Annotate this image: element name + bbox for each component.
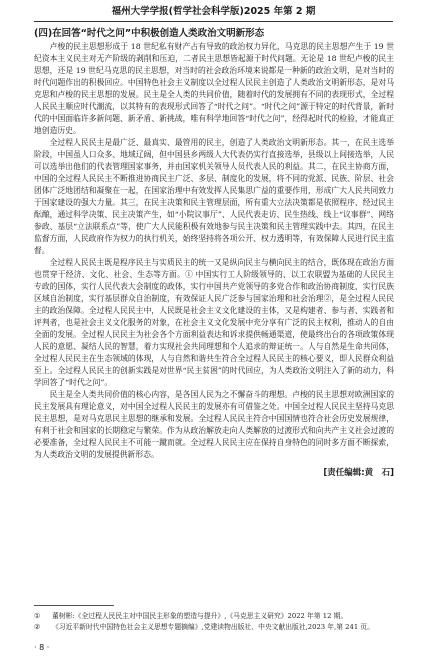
footnote-text: 《习近平新时代中国特色社会主义思想专题摘编》,党建读物出版社、中央文献出版社,2023 年,第 241 页。 [52, 623, 374, 631]
footnote-mark: ① [34, 612, 41, 620]
paragraph-2: 全过程人民民主是最广泛、最真实、最管用的民主，创造了人类政治文明新形态。其一，在民主选举阶段，中国虽人口众多、地域辽阔，但中国县乡两级人大代表仍实行直接选举，县级以上间接选举，人民可以选举出他们的代表管理国家事务，并由国家机关领导人员代表人民的利益。其二，在民主协商方面，中国的全过程人民民主不断推进协商民主广泛、多层、制度化的发展，将不同的党派、民族、阶层、社会团体广泛地团结和凝聚在一起，在国家治理中有效发挥人民集思广益的重要作用，形成广大人民共同致力于国家建设的强大力量。其三，在民主决策和民主管理层面，所有重大立法决策都是依照程序、经过民主酝酿，通过科学决策、民主决策产生，如“小院议事厅”、人民代表走访、民生热线、线上“议事群”、网络参政、基层“立法联系点”等，使广大人民能积极有效地参与民主决策和民主管理实践中去。其四，在民主监督方面，人民政府作为权力的执行机关，始终坚持将各项公开、权力透明等，有效保障人民进行民主监督。 [34, 138, 394, 255]
paragraph-4: 民主是全人类共同价值的核心内容，是各国人民为之不懈奋斗的理想。卢梭的民主思想对欧洲国家的民主发展具有理论意义，对中国全过程人民民主的发展亦有可借鉴之处。中国全过程人民民主坚持马克思民主思想，是对马克思民主思想的继承和发展。全过程人民民主符合中国国情也符合社会历史发展规律，有利于社会和国家的长期稳定与繁荣。作为从政治解放走向人类解放的过渡形式和向共产主义社会过渡的必要准备，全过程人民民主不可能一蹴而就。全过程人民民主应在保持自身特色的同时多方面不断探索，为人类政治文明的发展提供新形态。 [34, 390, 394, 459]
page-number: · 8 · [34, 643, 50, 652]
footnote-text: 董树彬:《全过程人民民主对中国民主形象的塑造与提升》,《马克思主义研究》2022 年第 12 期。 [52, 612, 348, 620]
header-divider [34, 21, 393, 22]
footnote-2 [34, 622, 394, 633]
footnotes [34, 611, 394, 633]
paragraph-1: 卢梭的民主思想形成于 18 世纪私有财产占有导致的政治权力异化，马克思的民主思想产生于 19 世纪资本主义民主对无产阶级的剥削和压迫，二者民主思想皆起源于时代问题。无论是 18 世纪卢梭的民主思想，还是 19 世纪马克思的民主思想，对当时的社会政治环境来说都是一种新的政治文明，是对当时的时代问题作出的积极回应。中国特色社会主义制度以全过程人民民主创造了人类政治文明新形态，是对马克思和卢梭的民主思想的发展。民主是全人类的共同价值，随着时代的发展拥有不同的表现形式，全过程人民民主顺应时代潮流，以其特有的表现形式回答了“时代之问”。“时代之问”源于特定的时代背景，新时代的中国面临许多新问题、新矛盾、新挑战，唯有科学地回答“时代之问”，经得起时代的检验，才能真正地创造历史。 [34, 42, 394, 135]
footnote-divider [34, 605, 114, 606]
responsible-editor: [责任编辑:黄 石] [323, 468, 394, 478]
article-body [34, 27, 394, 479]
section-heading: (四)在回答“时代之问”中积极创造人类政治文明新形态 [34, 28, 265, 39]
footnote-mark: ② [34, 623, 41, 631]
footnote-1 [34, 611, 394, 622]
paragraph-3: 全过程人民民主既是程序民主与实质民主的统一又是纵向民主与横向民主的结合，既体现在政治方面也贯穿于经济、文化、社会、生态等方面。① 中国实行工人阶级领导的、以工农联盟为基础的人民民主专政的国体，实行人民代表大会制度的政体，实行中国共产党领导的多党合作和政治协商制度，实行民族区域自治制度，实行基层群众自治制度，有效保证人民广泛参与国家治理和社会治理②，是全过程人民民主的政治保障。全过程人民民主中，人民既是社会主义文化建设的主体，又是构建者、参与者、实践者和评判者，也是社会主义文化服务的对象，在社会主义文化发展中充分享有广泛的民主权利，推动人的自由全面的发展。全过程人民民主为社会各个方面利益表达和诉求提供畅通渠道，使最终出台的各项政策体现人民的意愿、凝结人民的智慧，着力实现社会共同理想和个人追求的辩证统一。人与自然是生命共同体，全过程人民民主在生态领域的体现，人与自然和谐共生符合全过程人民民主的核心要义，即人民群众利益至上。全过程人民民主的创新实践是对世界“民主贫困”的时代回应，为人类政治文明注入了新的动力，科学回答了“时代之问”。 [34, 258, 394, 387]
running-header: 福州大学学报(哲学社会科学版)2025 年第 2 期 [111, 6, 316, 17]
